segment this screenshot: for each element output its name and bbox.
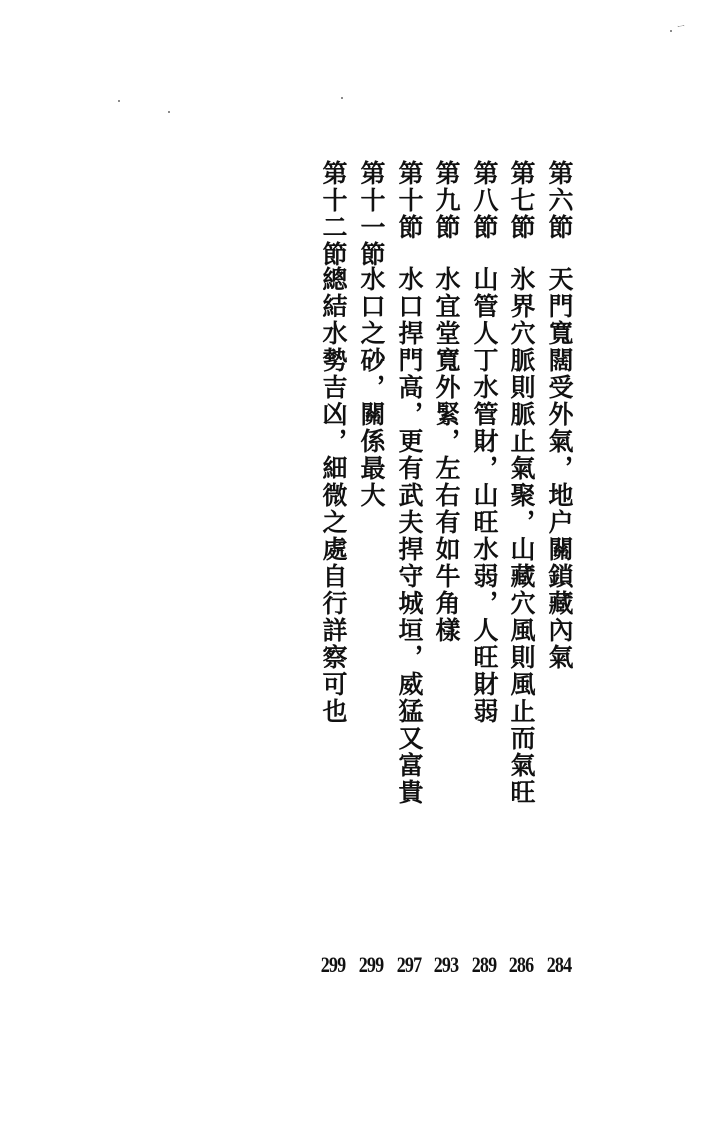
page-number: 293 bbox=[433, 952, 459, 977]
section-label: 第九節 bbox=[432, 160, 461, 241]
corner-mark: ㄧ bbox=[676, 22, 686, 33]
section-title: 總結水勢吉凶，細微之處自行詳察可也 bbox=[319, 266, 348, 725]
section-label: 第十二節 bbox=[319, 160, 348, 268]
speck bbox=[168, 111, 170, 113]
page-number: 286 bbox=[508, 952, 534, 977]
page-number: 284 bbox=[546, 952, 572, 977]
speck bbox=[341, 97, 343, 99]
page-number: 289 bbox=[471, 952, 497, 977]
speck bbox=[670, 30, 672, 32]
section-title: 水口之砂，關係最大 bbox=[357, 266, 386, 509]
section-title: 天門寬闊受外氣，地户關鎖藏內氣 bbox=[545, 266, 574, 671]
section-label: 第十節 bbox=[395, 160, 424, 241]
section-label: 第六節 bbox=[545, 160, 574, 241]
page-number: 299 bbox=[358, 952, 384, 977]
section-title: 水口捍門高，更有武夫捍守城垣，威猛又富貴 bbox=[395, 266, 424, 806]
section-label: 第八節 bbox=[470, 160, 499, 241]
section-label: 第十一節 bbox=[357, 160, 386, 268]
section-label: 第七節 bbox=[507, 160, 536, 241]
section-title: 水宜堂寬外緊，左右有如牛角樣 bbox=[432, 266, 461, 644]
page-number: 299 bbox=[320, 952, 346, 977]
section-title: 山管人丁水管財，山旺水弱，人旺財弱 bbox=[470, 266, 499, 725]
section-title: 氷界穴脈則脈止氣聚，山藏穴風則風止而氣旺 bbox=[507, 266, 536, 806]
page-number: 297 bbox=[396, 952, 422, 977]
speck bbox=[118, 100, 120, 102]
